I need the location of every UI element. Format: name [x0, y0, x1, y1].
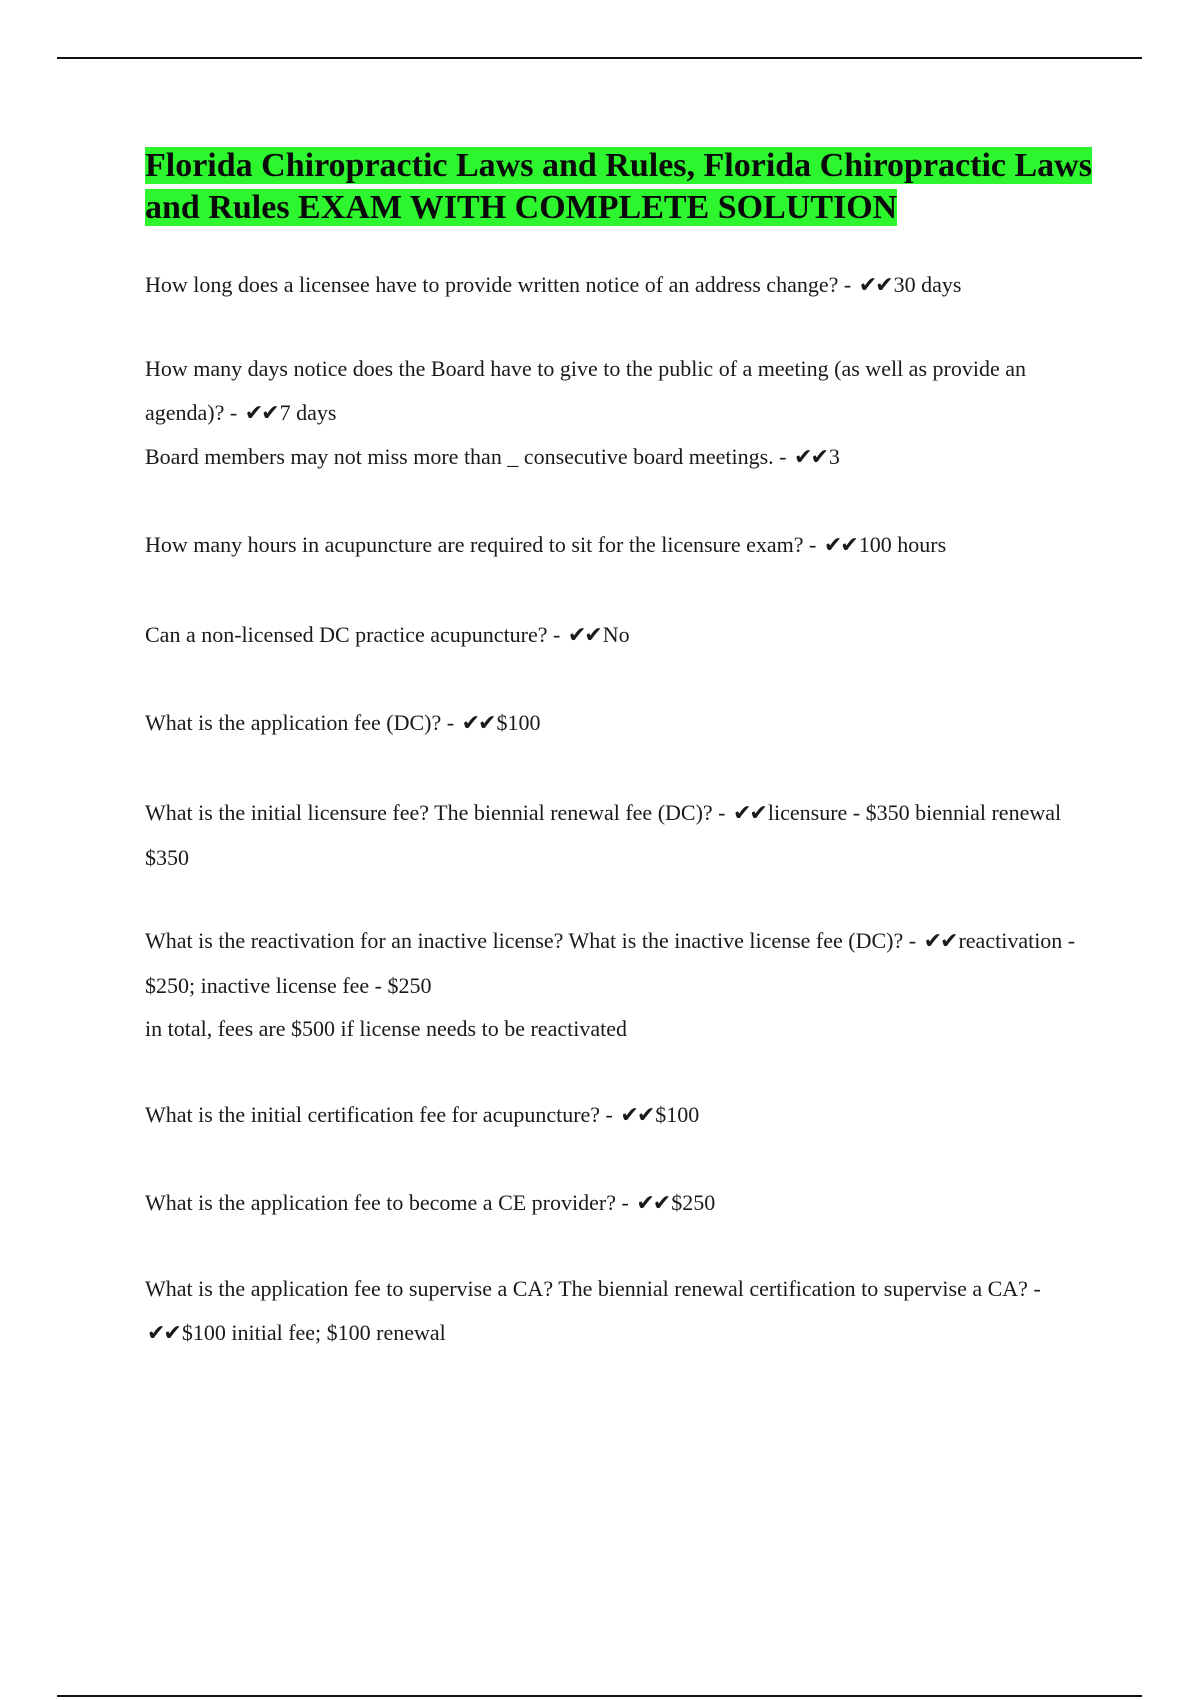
- answer-text: $100: [655, 1102, 700, 1127]
- document-body: [145, 145, 1095, 1346]
- qa-item: [145, 791, 1095, 880]
- checkmark-icon: ✔✔: [147, 1321, 180, 1346]
- question-text: What is the initial certification fee for acupuncture? -: [145, 1102, 619, 1127]
- question-text: Board members may not miss more than _ consecutive board meetings. -: [145, 444, 793, 469]
- checkmark-icon: ✔✔: [567, 623, 601, 648]
- question-text: How many days notice does the Board have to give to the public of a meeting (as well as provide an agenda)? -: [145, 356, 1026, 425]
- answer-text: licensure - $350 biennial renewal $350: [145, 800, 1062, 870]
- qa-item: [145, 919, 1095, 1050]
- answer-text: $100 initial fee; $100 renewal: [181, 1320, 446, 1345]
- checkmark-icon: ✔✔: [244, 401, 278, 426]
- answer-text: 3: [828, 444, 840, 469]
- qa-item: [145, 613, 1095, 658]
- footer-rule: [57, 1695, 1142, 1697]
- answer-text: 30 days: [893, 272, 962, 297]
- qa-item: [145, 1181, 1095, 1226]
- checkmark-icon: ✔✔: [620, 1103, 654, 1128]
- checkmark-icon: ✔✔: [733, 801, 766, 826]
- checkmark-icon: ✔✔: [823, 533, 857, 558]
- qa-item: [145, 1267, 1095, 1356]
- checkmark-icon: ✔✔: [858, 273, 892, 298]
- question-text: How long does a licensee have to provide written notice of an address change? -: [145, 272, 857, 297]
- qa-item: [145, 263, 1095, 308]
- header-rule: [57, 57, 1142, 59]
- answer-text: reactivation - $250; inactive license fee - $250: [145, 928, 1076, 998]
- checkmark-icon: ✔✔: [794, 445, 827, 470]
- answer-text: 100 hours: [858, 532, 947, 557]
- qa-item: [145, 701, 1095, 746]
- checkmark-icon: ✔✔: [923, 929, 957, 954]
- answer-text: $100: [496, 710, 541, 735]
- question-text: What is the application fee (DC)? -: [145, 710, 460, 735]
- checkmark-icon: ✔✔: [461, 711, 495, 736]
- question-text: How many hours in acupuncture are required to sit for the licensure exam? -: [145, 532, 822, 557]
- answer-note: in total, fees are $500 if license needs to be reactivated: [145, 1016, 627, 1041]
- question-text: What is the initial licensure fee? The biennial renewal fee (DC)? -: [145, 800, 731, 825]
- question-text: What is the reactivation for an inactive license? What is the inactive license fee (DC)? -: [145, 928, 922, 953]
- answer-text: No: [602, 622, 630, 647]
- checkmark-icon: ✔✔: [636, 1191, 670, 1216]
- answer-text: 7 days: [279, 400, 337, 425]
- document-title: [145, 145, 1095, 229]
- question-text: Can a non-licensed DC practice acupuncture? -: [145, 622, 566, 647]
- question-text: What is the application fee to become a CE provider? -: [145, 1190, 635, 1215]
- qa-item: [145, 435, 1095, 480]
- qa-item: [145, 1093, 1095, 1138]
- question-text: What is the application fee to supervise a CA? The biennial renewal certification to supervise a CA? -: [145, 1276, 1041, 1301]
- answer-text: $250: [671, 1190, 716, 1215]
- title-highlight: Florida Chiropractic Laws and Rules, Florida Chiropractic Laws and Rules EXAM WITH COMPLETE SOLUTION: [145, 147, 1092, 226]
- qa-item: [145, 523, 1095, 568]
- qa-item: [145, 347, 1095, 436]
